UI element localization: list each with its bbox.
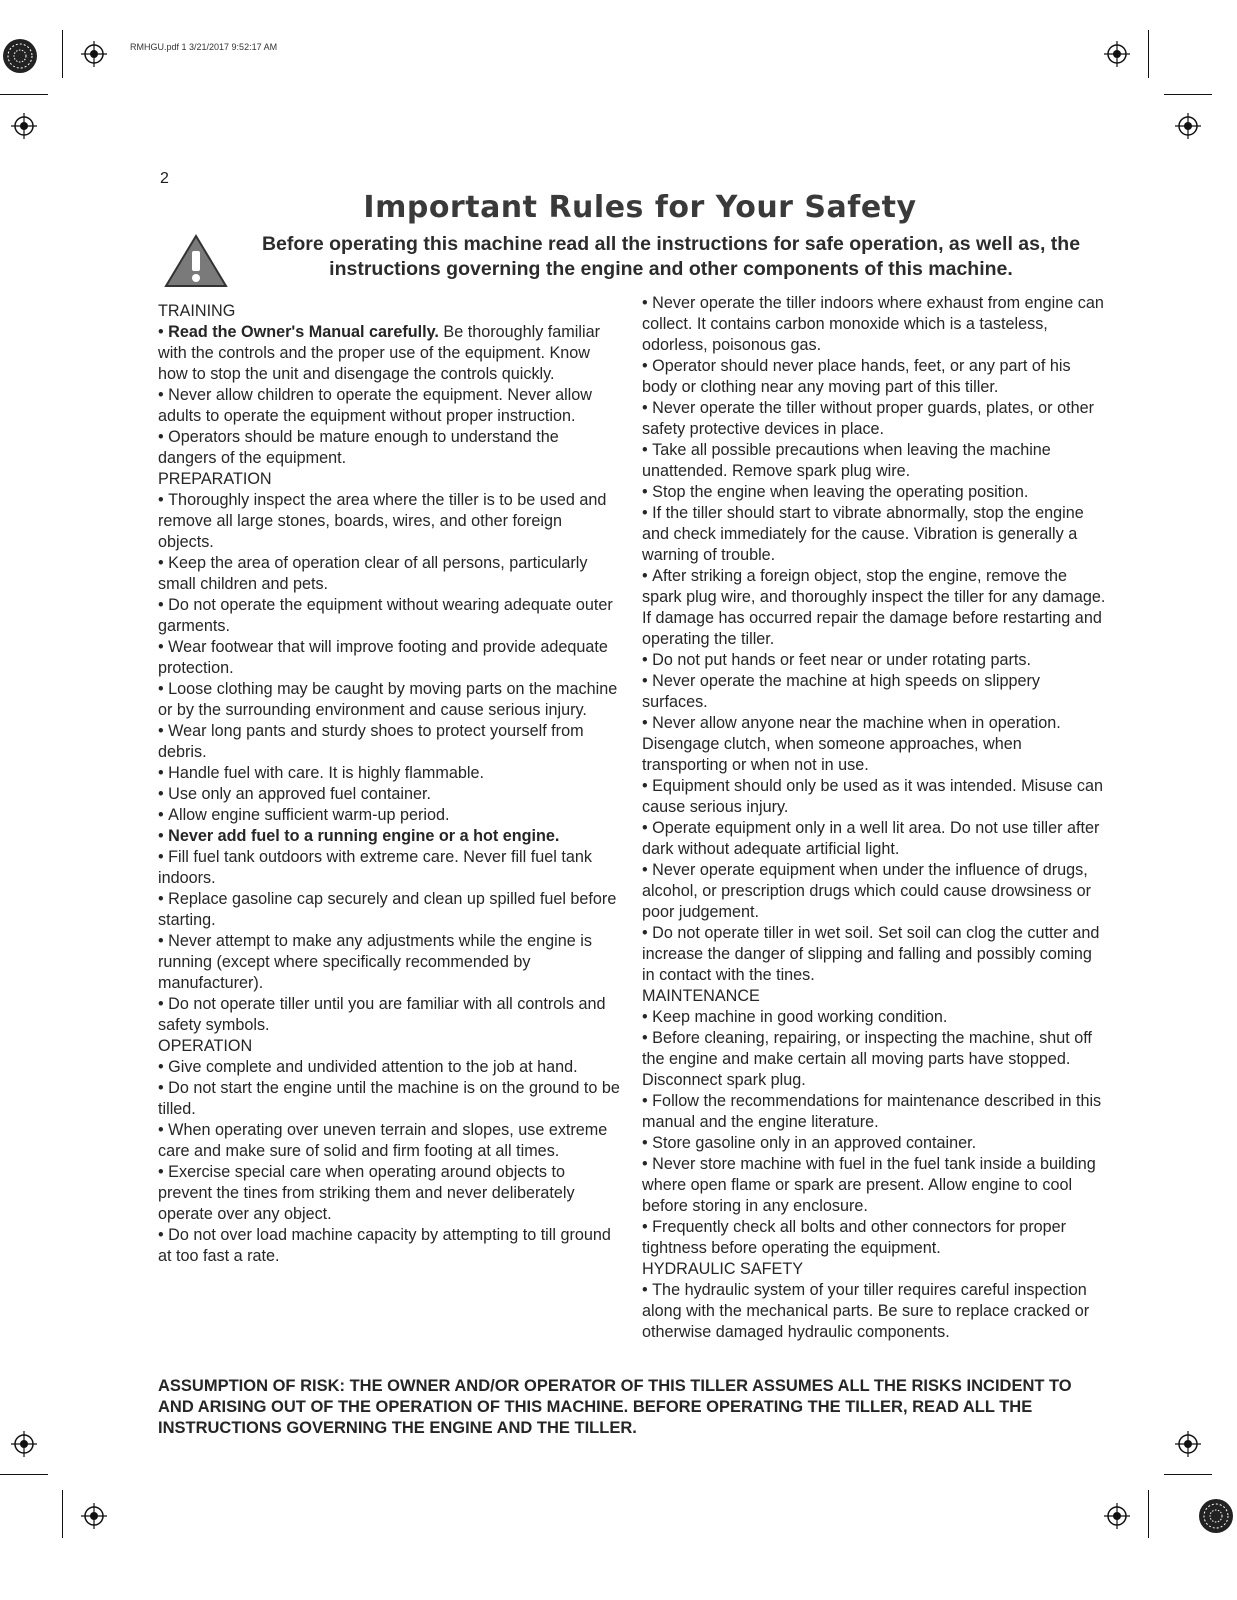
crosshair-icon	[10, 112, 38, 140]
assumption-of-risk: ASSUMPTION OF RISK: THE OWNER AND/OR OPERATOR OF THIS TILLER ASSUMES ALL THE RISKS INCIDENT TO AND ARISING OUT OF THE OPERATION OF THIS MACHINE. BEFORE OPERATING THE TILLER, READ ALL THE INSTRUCTIONS GOVERNING THE ENGINE AND THE TILLER.	[158, 1377, 1072, 1437]
rule-text: Operator should never place hands, feet, or any part of his body or clothing near any moving part of this tiller.	[642, 357, 1071, 396]
crop-mark	[1164, 94, 1212, 95]
rule-item	[158, 763, 620, 784]
rule-item	[158, 826, 620, 847]
crosshair-icon	[1174, 1430, 1202, 1458]
rule-item	[158, 721, 620, 763]
rule-text: Store gasoline only in an approved container.	[652, 1134, 977, 1152]
rule-item	[158, 1078, 620, 1120]
section-heading: TRAINING	[158, 302, 236, 320]
crop-mark	[1148, 30, 1149, 78]
rule-text: Do not operate tiller until you are familiar with all controls and safety symbols.	[158, 995, 606, 1034]
rule-text: Take all possible precautions when leaving the machine unattended. Remove spark plug wire.	[642, 441, 1051, 480]
rule-text: When operating over uneven terrain and slopes, use extreme care and make sure of solid and firm footing at all times.	[158, 1121, 608, 1160]
rule-item	[642, 503, 1107, 566]
rule-text: Handle fuel with care. It is highly flammable.	[168, 764, 484, 782]
rule-text: Never allow anyone near the machine when in operation. Disengage clutch, when someone approaches, when transporting or when not in use.	[642, 714, 1061, 774]
rule-item	[158, 847, 620, 889]
crop-mark	[62, 30, 63, 78]
crosshair-icon	[1174, 112, 1202, 140]
rule-item	[642, 1154, 1107, 1217]
rule-item	[642, 1217, 1107, 1259]
rule-text: Operate equipment only in a well lit area. Do not use tiller after dark without adequate artificial light.	[642, 819, 1100, 858]
rule-text: Give complete and undivided attention to the job at hand.	[168, 1058, 578, 1076]
page-number: 2	[160, 170, 169, 187]
rule-item	[158, 385, 620, 427]
rule-item	[642, 482, 1107, 503]
rule-item	[642, 440, 1107, 482]
rule-item	[642, 671, 1107, 713]
rule-item	[642, 776, 1107, 818]
registration-burst-icon	[2, 38, 38, 74]
rule-item	[642, 1091, 1107, 1133]
rule-item	[642, 923, 1107, 986]
crosshair-icon	[1103, 1502, 1131, 1530]
left-column	[158, 301, 620, 1267]
rule-item	[158, 427, 620, 469]
rule-text: Stop the engine when leaving the operating position.	[652, 483, 1029, 501]
rule-item	[642, 1280, 1107, 1343]
rule-text: Before cleaning, repairing, or inspecting the machine, shut off the engine and make certain all moving parts have stopped. Disconnect spark plug.	[642, 1029, 1092, 1089]
rule-item	[642, 1133, 1107, 1154]
rule-lead: Never add fuel to a running engine or a hot engine.	[168, 827, 560, 845]
rule-item	[158, 889, 620, 931]
rule-item	[158, 1057, 620, 1078]
rule-item	[642, 293, 1107, 356]
rule-text: Replace gasoline cap securely and clean up spilled fuel before starting.	[158, 890, 617, 929]
section-heading: HYDRAULIC SAFETY	[642, 1260, 804, 1278]
rule-text: Equipment should only be used as it was intended. Misuse can cause serious injury.	[642, 777, 1103, 816]
rule-text: Never operate the tiller without proper guards, plates, or other safety protective devices in place.	[642, 399, 1094, 438]
rule-text: Do not put hands or feet near or under rotating parts.	[652, 651, 1032, 669]
rule-text: Never store machine with fuel in the fuel tank inside a building where open flame or spark are present. Allow engine to cool before storing in any enclosure.	[642, 1155, 1096, 1215]
rule-text: Be thoroughly familiar with the controls and the proper use of the equipment. Know how to stop the unit and disengage the controls quickly.	[158, 323, 600, 383]
rule-item	[158, 595, 620, 637]
section-heading: PREPARATION	[158, 470, 272, 488]
crosshair-icon	[80, 1502, 108, 1530]
rule-item	[642, 650, 1107, 671]
rule-text: Use only an approved fuel container.	[168, 785, 431, 803]
rule-text: Keep machine in good working condition.	[652, 1008, 948, 1026]
rule-text: Do not start the engine until the machine is on the ground to be tilled.	[158, 1079, 620, 1118]
rule-item	[642, 356, 1107, 398]
rule-item	[158, 490, 620, 553]
section-heading: OPERATION	[158, 1037, 253, 1055]
crop-mark	[62, 1490, 63, 1538]
crosshair-icon	[80, 40, 108, 68]
rule-text: Exercise special care when operating around objects to prevent the tines from striking them and never deliberately operate over any object.	[158, 1163, 575, 1223]
intro-block	[160, 232, 1100, 282]
rule-text: Never operate the machine at high speeds on slippery surfaces.	[642, 672, 1041, 711]
rule-item	[158, 1162, 620, 1225]
rule-item	[158, 784, 620, 805]
rule-text: Wear footwear that will improve footing and provide adequate protection.	[158, 638, 608, 677]
rule-text: Allow engine sufficient warm-up period.	[168, 806, 450, 824]
registration-burst-icon	[1198, 1498, 1234, 1534]
rule-item	[158, 805, 620, 826]
crop-mark	[1164, 1474, 1212, 1475]
rule-text: Thoroughly inspect the area where the tiller is to be used and remove all large stones, boards, wires, and other foreign objects.	[158, 491, 607, 551]
rule-text: Do not operate tiller in wet soil. Set soil can clog the cutter and increase the danger of slipping and falling and possibly coming in contact with the tines.	[642, 924, 1100, 984]
rule-item	[158, 679, 620, 721]
crop-mark	[0, 1474, 48, 1475]
rule-item	[642, 860, 1107, 923]
warning-triangle-icon	[164, 234, 228, 288]
rule-text: Frequently check all bolts and other connectors for proper tightness before operating the equipment.	[642, 1218, 1067, 1257]
rule-text: Keep the area of operation clear of all persons, particularly small children and pets.	[158, 554, 588, 593]
rule-text: Follow the recommendations for maintenance described in this manual and the engine literature.	[642, 1092, 1102, 1131]
crosshair-icon	[10, 1430, 38, 1458]
crop-mark	[1148, 1490, 1149, 1538]
rule-text: Never operate equipment when under the influence of drugs, alcohol, or prescription drugs which could cause drowsiness or poor judgement.	[642, 861, 1091, 921]
rule-text: The hydraulic system of your tiller requires careful inspection along with the mechanical parts. Be sure to replace cracked or otherwise damaged hydraulic components.	[642, 1281, 1090, 1341]
rule-item	[158, 322, 620, 385]
rule-text: Do not operate the equipment without wearing adequate outer garments.	[158, 596, 613, 635]
rule-item	[642, 566, 1107, 650]
rule-lead: Read the Owner's Manual carefully.	[168, 323, 439, 341]
rule-item	[158, 637, 620, 679]
rule-text: Fill fuel tank outdoors with extreme care. Never fill fuel tank indoors.	[158, 848, 592, 887]
right-column	[642, 293, 1107, 1343]
rule-item	[642, 398, 1107, 440]
crop-mark	[0, 94, 48, 95]
rule-text: Loose clothing may be caught by moving parts on the machine or by the surrounding environment and cause serious injury.	[158, 680, 618, 719]
rule-text: Do not over load machine capacity by attempting to till ground at too fast a rate.	[158, 1226, 611, 1265]
rule-item	[642, 818, 1107, 860]
rule-text: Never attempt to make any adjustments while the engine is running (except where specifically recommended by manufacturer).	[158, 932, 592, 992]
rule-text: After striking a foreign object, stop the engine, remove the spark plug wire, and thoroughly inspect the tiller for any damage. If damage has occurred repair the damage before restarting and operating the tiller.	[642, 567, 1106, 648]
rule-text: Wear long pants and sturdy shoes to protect yourself from debris.	[158, 722, 584, 761]
rule-text: If the tiller should start to vibrate abnormally, stop the engine and check immediately for the cause. Vibration is generally a warning of trouble.	[642, 504, 1084, 564]
rule-item	[158, 931, 620, 994]
rule-item	[158, 994, 620, 1036]
crosshair-icon	[1103, 40, 1131, 68]
rule-item	[642, 1007, 1107, 1028]
rule-text: Never allow children to operate the equipment. Never allow adults to operate the equipment without proper instruction.	[158, 386, 592, 425]
rule-item	[158, 1225, 620, 1267]
rule-item	[642, 1028, 1107, 1091]
intro-text: Before operating this machine read all the instructions for safe operation, as well as, the instructions governing the engine and other components of this machine.	[261, 233, 1081, 280]
rule-text: Operators should be mature enough to understand the dangers of the equipment.	[158, 428, 559, 467]
print-slug: RMHGU.pdf 1 3/21/2017 9:52:17 AM	[130, 42, 278, 52]
page-title: Important Rules for Your Safety	[363, 190, 917, 225]
section-heading: MAINTENANCE	[642, 987, 760, 1005]
rule-item	[158, 553, 620, 595]
rule-text: Never operate the tiller indoors where exhaust from engine can collect. It contains carbon monoxide which is a tasteless, odorless, poisonous gas.	[642, 294, 1104, 354]
rule-item	[642, 713, 1107, 776]
rule-item	[158, 1120, 620, 1162]
